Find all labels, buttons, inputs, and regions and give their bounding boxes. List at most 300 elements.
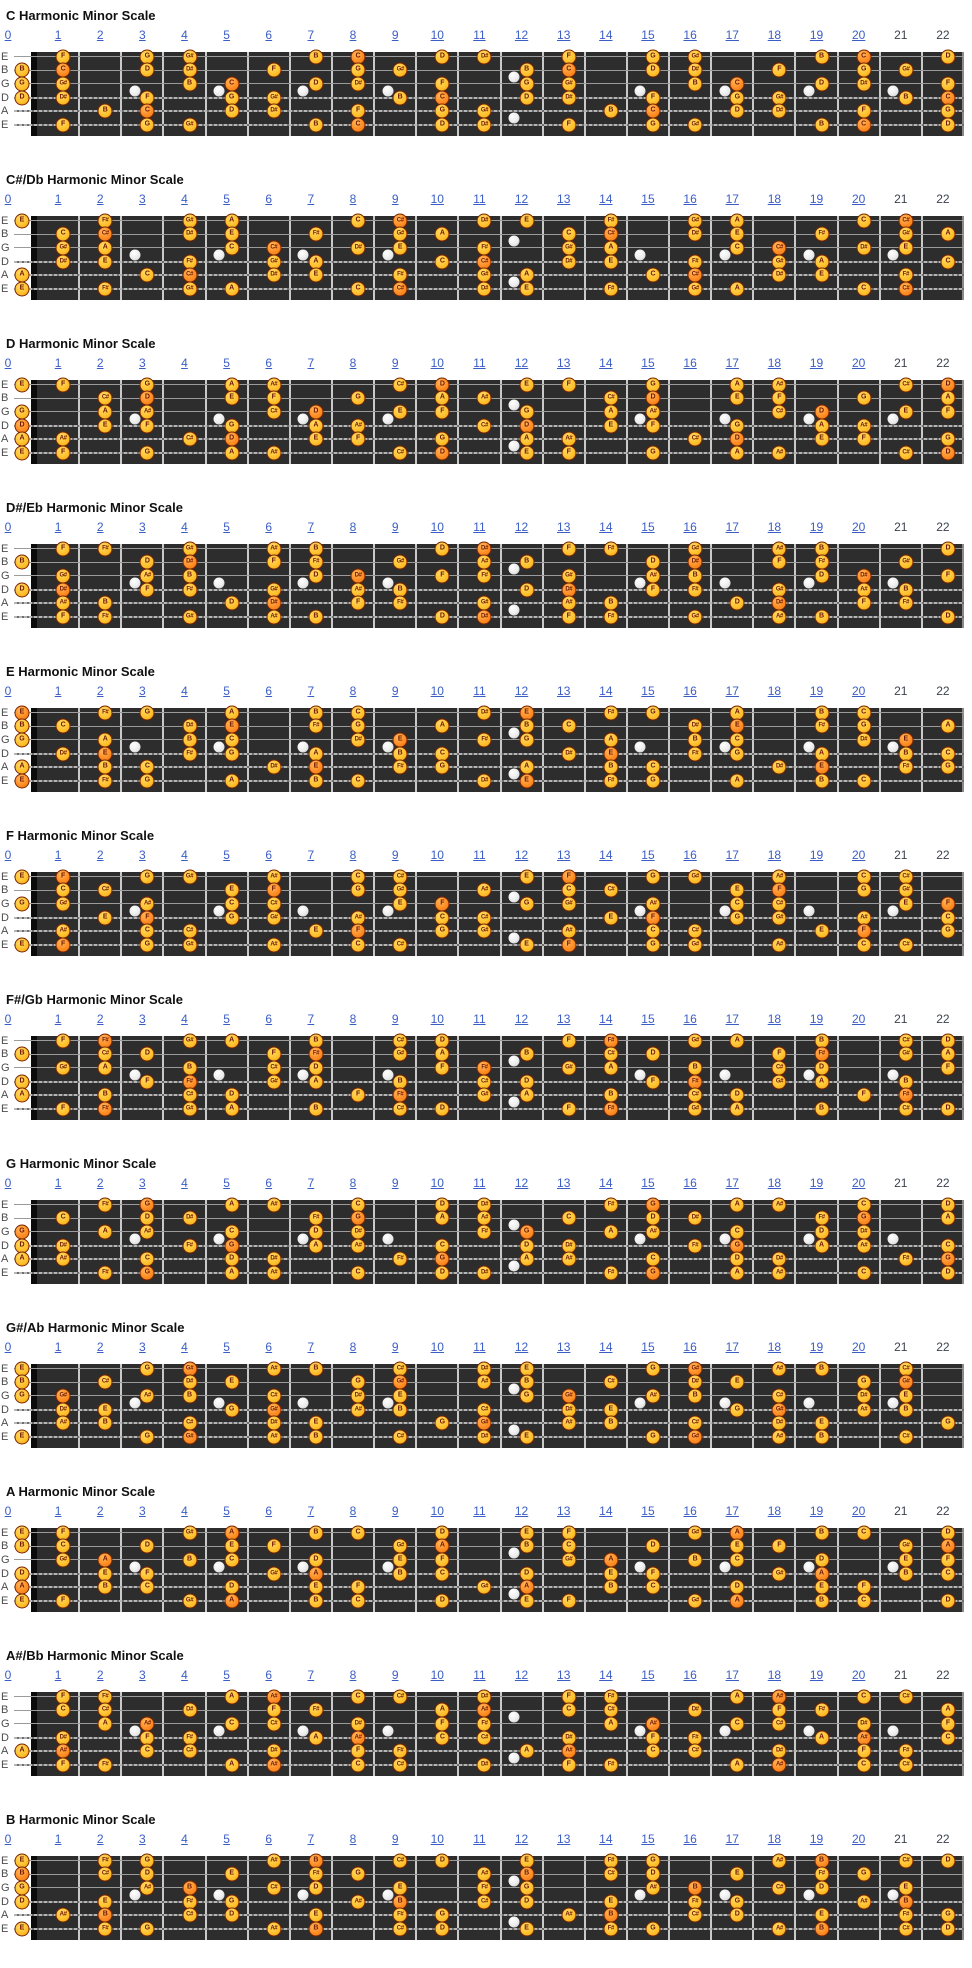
fret-number-link-14[interactable]: 14 — [599, 1340, 613, 1354]
fret-number-link-4[interactable]: 4 — [181, 1340, 188, 1354]
fret-number-link-10[interactable]: 10 — [430, 520, 444, 534]
fret-number-link-9[interactable]: 9 — [391, 1012, 399, 1026]
fret-number-link-20[interactable]: 20 — [851, 848, 866, 862]
fret-number-link-16[interactable]: 16 — [683, 1176, 697, 1190]
fret-number-link-19[interactable]: 19 — [809, 192, 824, 206]
fret-number-link-0[interactable]: 0 — [4, 520, 12, 534]
fret-number-link-3[interactable]: 3 — [138, 1176, 146, 1190]
fret-number-link-10[interactable]: 10 — [430, 848, 444, 862]
fret-number-link-19[interactable]: 19 — [809, 1504, 824, 1518]
fret-number-link-20[interactable]: 20 — [851, 1012, 866, 1026]
fret-number-link-15[interactable]: 15 — [641, 1176, 655, 1190]
fret-number-link-18[interactable]: 18 — [767, 192, 782, 206]
fret-number-link-2[interactable]: 2 — [96, 848, 104, 862]
fret-number-link-2[interactable]: 2 — [96, 1012, 104, 1026]
fret-number-link-12[interactable]: 12 — [514, 1504, 529, 1518]
fret-number-link-20[interactable]: 20 — [851, 356, 866, 370]
fret-number-link-1[interactable]: 1 — [54, 684, 62, 698]
fret-number-link-8[interactable]: 8 — [349, 684, 357, 698]
fret-number-link-11[interactable]: 11 — [473, 1668, 486, 1682]
note-dot: F — [56, 1758, 71, 1773]
fret-number-link-7[interactable]: 7 — [307, 28, 315, 42]
fret-number-link-10[interactable]: 10 — [430, 1176, 444, 1190]
fret-number-link-4[interactable]: 4 — [181, 1832, 188, 1846]
fret-number-link-0[interactable]: 0 — [4, 1176, 12, 1190]
fret-number-link-16[interactable]: 16 — [683, 1504, 697, 1518]
fret-number-link-9[interactable]: 9 — [391, 1668, 399, 1682]
fret-number-link-18[interactable]: 18 — [767, 520, 782, 534]
fret-number-link-15[interactable]: 15 — [641, 848, 655, 862]
fret-number-link-15[interactable]: 15 — [641, 1012, 655, 1026]
fret-number-link-16[interactable]: 16 — [683, 1012, 697, 1026]
fret-number-link-9[interactable]: 9 — [391, 520, 399, 534]
fret-number-link-8[interactable]: 8 — [349, 848, 357, 862]
fret-number-link-7[interactable]: 7 — [307, 1340, 315, 1354]
note-dot: F# — [393, 596, 408, 611]
fret-number-link-15[interactable]: 15 — [641, 1668, 655, 1682]
note-dot: C — [940, 1238, 955, 1253]
fret-number-link-12[interactable]: 12 — [514, 1832, 529, 1846]
note-dot: C# — [266, 1060, 281, 1075]
fret-number-link-16[interactable]: 16 — [683, 28, 697, 42]
fret-number-link-10[interactable]: 10 — [430, 192, 444, 206]
fret-number-link-2[interactable]: 2 — [96, 192, 104, 206]
fret-number-link-13[interactable]: 13 — [557, 192, 571, 206]
fret-number-link-13[interactable]: 13 — [557, 1504, 571, 1518]
note-dot: F# — [814, 1703, 829, 1718]
note-dot: F# — [98, 610, 113, 625]
fret-number-link-6[interactable]: 6 — [265, 684, 273, 698]
fret-number-link-20[interactable]: 20 — [851, 1340, 866, 1354]
fret-number-link-5[interactable]: 5 — [223, 1832, 230, 1846]
fret-number-link-9[interactable]: 9 — [391, 1504, 399, 1518]
fret-number-link-20[interactable]: 20 — [851, 192, 866, 206]
fret-number-link-11[interactable]: 11 — [473, 28, 486, 42]
fret-number-link-11[interactable]: 11 — [473, 684, 486, 698]
fret-number-link-5[interactable]: 5 — [223, 1012, 230, 1026]
fret-number-link-13[interactable]: 13 — [557, 28, 571, 42]
fret-number-link-0[interactable]: 0 — [4, 356, 12, 370]
fret-number-link-7[interactable]: 7 — [307, 1176, 315, 1190]
fret-number-link-4[interactable]: 4 — [181, 1012, 188, 1026]
fret-number-link-15[interactable]: 15 — [641, 684, 655, 698]
fret-number-link-1[interactable]: 1 — [54, 356, 62, 370]
fret-inlay-dot — [129, 85, 140, 96]
fret-number-link-12[interactable]: 12 — [514, 1012, 529, 1026]
fret-number-link-10[interactable]: 10 — [430, 28, 444, 42]
fret-number-link-1[interactable]: 1 — [54, 1832, 62, 1846]
fret-number-link-17[interactable]: 17 — [725, 1668, 739, 1682]
fret-number-link-10[interactable]: 10 — [430, 1504, 444, 1518]
fret-number-link-18[interactable]: 18 — [767, 848, 782, 862]
root-note-dot: F — [351, 924, 366, 939]
note-dot: C# — [688, 1416, 703, 1431]
fret-number-link-1[interactable]: 1 — [54, 1668, 62, 1682]
fret-number-link-3[interactable]: 3 — [138, 684, 146, 698]
fret-number-link-2[interactable]: 2 — [96, 28, 104, 42]
fret-number-link-1[interactable]: 1 — [54, 28, 62, 42]
fret-number-link-2[interactable]: 2 — [96, 1504, 104, 1518]
note-dot: D# — [266, 268, 281, 283]
fret-number-link-0[interactable]: 0 — [4, 1668, 12, 1682]
fret-number-link-5[interactable]: 5 — [223, 684, 230, 698]
fret-number-link-4[interactable]: 4 — [181, 1504, 188, 1518]
fret-inlay-dot — [888, 1561, 899, 1572]
fret-number-link-5[interactable]: 5 — [223, 192, 230, 206]
fret-number-link-12[interactable]: 12 — [514, 1668, 529, 1682]
fret-number-link-1[interactable]: 1 — [54, 192, 62, 206]
fret-number-link-0[interactable]: 0 — [4, 1012, 12, 1026]
fret-number-link-2[interactable]: 2 — [96, 1340, 104, 1354]
fret-number-link-18[interactable]: 18 — [767, 684, 782, 698]
open-note-dot: A — [15, 760, 30, 775]
fret-number-link-4[interactable]: 4 — [181, 1668, 188, 1682]
fret-number-link-20[interactable]: 20 — [851, 1668, 866, 1682]
fret-number-link-7[interactable]: 7 — [307, 1832, 315, 1846]
fret-number-link-12[interactable]: 12 — [514, 1176, 529, 1190]
fret-number-link-8[interactable]: 8 — [349, 28, 357, 42]
fret-number-link-9[interactable]: 9 — [391, 848, 399, 862]
fret-number-link-10[interactable]: 10 — [430, 1832, 444, 1846]
fret-number-link-6[interactable]: 6 — [265, 1504, 273, 1518]
fret-number-link-11[interactable]: 11 — [473, 1340, 486, 1354]
fret-number-link-19[interactable]: 19 — [809, 1832, 824, 1846]
fret-number-link-13[interactable]: 13 — [557, 1832, 571, 1846]
fret-number-link-18[interactable]: 18 — [767, 1504, 782, 1518]
note-dot: C — [856, 1689, 871, 1704]
fret-number-link-5[interactable]: 5 — [223, 356, 230, 370]
fret-number-link-16[interactable]: 16 — [683, 192, 697, 206]
fret-number-link-14[interactable]: 14 — [599, 356, 613, 370]
note-dot: E — [898, 1880, 913, 1895]
note-dot: A — [940, 1211, 955, 1226]
note-dot: G# — [772, 1074, 787, 1089]
fret-number-link-4[interactable]: 4 — [181, 848, 188, 862]
fret-number-link-12[interactable]: 12 — [514, 1340, 529, 1354]
fret-number-link-19[interactable]: 19 — [809, 1340, 824, 1354]
fret-number-link-8[interactable]: 8 — [349, 1832, 357, 1846]
fret-number-link-1[interactable]: 1 — [54, 520, 62, 534]
fret-number-link-7[interactable]: 7 — [307, 356, 315, 370]
fret-number-link-13[interactable]: 13 — [557, 1668, 571, 1682]
note-dot: D# — [772, 104, 787, 119]
fret-number-link-6[interactable]: 6 — [265, 1668, 273, 1682]
fret-number-link-5[interactable]: 5 — [223, 28, 230, 42]
scale-title: F Harmonic Minor Scale — [6, 828, 155, 843]
note-dot: F# — [603, 1922, 618, 1937]
fret-number-link-16[interactable]: 16 — [683, 848, 697, 862]
fret-number-link-2[interactable]: 2 — [96, 520, 104, 534]
fret-number-link-14[interactable]: 14 — [599, 520, 613, 534]
fret-number-link-19[interactable]: 19 — [809, 28, 824, 42]
fret-number-link-13[interactable]: 13 — [557, 520, 571, 534]
fret-number-link-12[interactable]: 12 — [514, 28, 529, 42]
fret-number-link-3[interactable]: 3 — [138, 1668, 146, 1682]
fret-number-link-19[interactable]: 19 — [809, 1176, 824, 1190]
fret-number-link-6[interactable]: 6 — [265, 1340, 273, 1354]
string-label: E — [1, 1267, 9, 1279]
fret-number-link-10[interactable]: 10 — [430, 1668, 444, 1682]
fret-number-link-16[interactable]: 16 — [683, 1340, 697, 1354]
fret-number-link-7[interactable]: 7 — [307, 684, 315, 698]
note-dot: F — [435, 1552, 450, 1567]
fret-number-link-16[interactable]: 16 — [683, 1832, 697, 1846]
fret-number-link-9[interactable]: 9 — [391, 356, 399, 370]
fret-inlay-dot — [508, 400, 519, 411]
fret-number-link-0[interactable]: 0 — [4, 1340, 12, 1354]
fret-number-link-2[interactable]: 2 — [96, 684, 104, 698]
fret-number-link-8[interactable]: 8 — [349, 1668, 357, 1682]
note-dot: D — [308, 568, 323, 583]
fret-number-link-9[interactable]: 9 — [391, 192, 399, 206]
fret-number-link-20[interactable]: 20 — [851, 520, 866, 534]
fret-number-link-6[interactable]: 6 — [265, 28, 273, 42]
fret-number-link-4[interactable]: 4 — [181, 1176, 188, 1190]
fret-number-link-7[interactable]: 7 — [307, 1012, 315, 1026]
fret-number-link-3[interactable]: 3 — [138, 1504, 146, 1518]
fret-number-link-19[interactable]: 19 — [809, 1668, 824, 1682]
root-note-dot: C — [856, 118, 871, 133]
fret-number-link-1[interactable]: 1 — [54, 1012, 62, 1026]
fret-number-link-17[interactable]: 17 — [725, 848, 739, 862]
fret-number-link-19[interactable]: 19 — [809, 520, 824, 534]
fret-number-link-11[interactable]: 11 — [473, 520, 486, 534]
fret-number-link-10[interactable]: 10 — [430, 1012, 444, 1026]
fret-inlay-dot — [719, 413, 730, 424]
fret-number-link-8[interactable]: 8 — [349, 1504, 357, 1518]
fret-number-link-5[interactable]: 5 — [223, 1176, 230, 1190]
fret-number-link-3[interactable]: 3 — [138, 848, 146, 862]
root-note-dot: A — [730, 1525, 745, 1540]
fret-number-link-8[interactable]: 8 — [349, 1012, 357, 1026]
fret-number-link-8[interactable]: 8 — [349, 1340, 357, 1354]
fret-number-link-17[interactable]: 17 — [725, 28, 739, 42]
fret-number-link-7[interactable]: 7 — [307, 848, 315, 862]
fret-number-link-13[interactable]: 13 — [557, 684, 571, 698]
fret-number-link-6[interactable]: 6 — [265, 192, 273, 206]
note-dot: A# — [266, 610, 281, 625]
fret-number-link-7[interactable]: 7 — [307, 520, 315, 534]
fret-number-link-16[interactable]: 16 — [683, 684, 697, 698]
fret-number-link-6[interactable]: 6 — [265, 520, 273, 534]
fret-number-link-20[interactable]: 20 — [851, 28, 866, 42]
fret-number-link-6[interactable]: 6 — [265, 1012, 273, 1026]
fret-number-link-18[interactable]: 18 — [767, 1832, 782, 1846]
fret-number-link-9[interactable]: 9 — [391, 684, 399, 698]
fret-number-link-9[interactable]: 9 — [391, 1340, 399, 1354]
fret-number-link-1[interactable]: 1 — [54, 848, 62, 862]
fret-number-link-14[interactable]: 14 — [599, 1504, 613, 1518]
string-label: E — [1, 1431, 9, 1443]
fret-number-link-1[interactable]: 1 — [54, 1340, 62, 1354]
fret-number-link-10[interactable]: 10 — [430, 1340, 444, 1354]
fret-number-link-19[interactable]: 19 — [809, 684, 824, 698]
fret-number-link-0[interactable]: 0 — [4, 848, 12, 862]
note-dot: A — [940, 227, 955, 242]
note-dot: D# — [561, 1730, 576, 1745]
fret-number-link-18[interactable]: 18 — [767, 1668, 782, 1682]
fret-number-link-10[interactable]: 10 — [430, 356, 444, 370]
fret-number-link-18[interactable]: 18 — [767, 1176, 782, 1190]
fret-number-link-16[interactable]: 16 — [683, 1668, 697, 1682]
fret-number-link-7[interactable]: 7 — [307, 1668, 315, 1682]
fret-number-link-2[interactable]: 2 — [96, 1832, 104, 1846]
fret-number-link-17[interactable]: 17 — [725, 1340, 739, 1354]
note-dot: C — [940, 1566, 955, 1581]
fret-number-link-20[interactable]: 20 — [851, 1504, 866, 1518]
fret-number-link-0[interactable]: 0 — [4, 1504, 12, 1518]
fret-number-link-5[interactable]: 5 — [223, 520, 230, 534]
fret-number-link-14[interactable]: 14 — [599, 192, 613, 206]
fret-number-link-15[interactable]: 15 — [641, 1340, 655, 1354]
fret-number-link-4[interactable]: 4 — [181, 192, 188, 206]
fret-number-link-14[interactable]: 14 — [599, 1668, 613, 1682]
fret-number-link-17[interactable]: 17 — [725, 192, 739, 206]
fret-number-link-7[interactable]: 7 — [307, 1504, 315, 1518]
note-dot: D# — [477, 1758, 492, 1773]
fret-number-link-0[interactable]: 0 — [4, 1832, 12, 1846]
fret-number-link-5[interactable]: 5 — [223, 1668, 230, 1682]
fret-number-link-12[interactable]: 12 — [514, 684, 529, 698]
fret-number-link-13[interactable]: 13 — [557, 356, 571, 370]
fret-number-link-11[interactable]: 11 — [473, 1832, 486, 1846]
fret-number-link-15[interactable]: 15 — [641, 192, 655, 206]
fret-number-link-11[interactable]: 11 — [473, 1176, 486, 1190]
fret-number-link-5[interactable]: 5 — [223, 1504, 230, 1518]
fret-number-link-4[interactable]: 4 — [181, 356, 188, 370]
fret-number-link-3[interactable]: 3 — [138, 28, 146, 42]
fret-number-link-14[interactable]: 14 — [599, 28, 613, 42]
fret-number-link-8[interactable]: 8 — [349, 520, 357, 534]
fret-number-link-17[interactable]: 17 — [725, 684, 739, 698]
fret-number-link-9[interactable]: 9 — [391, 28, 399, 42]
note-dot: D — [730, 104, 745, 119]
fret-number-link-4[interactable]: 4 — [181, 28, 188, 42]
note-dot: F — [561, 118, 576, 133]
fret-number-link-11[interactable]: 11 — [473, 848, 486, 862]
fret-number-link-12[interactable]: 12 — [514, 520, 529, 534]
fret-number-link-3[interactable]: 3 — [138, 192, 146, 206]
fret-number-link-17[interactable]: 17 — [725, 1832, 739, 1846]
fret-number-link-13[interactable]: 13 — [557, 1340, 571, 1354]
fret-number-link-20[interactable]: 20 — [851, 1832, 866, 1846]
fret-number-link-3[interactable]: 3 — [138, 1340, 146, 1354]
fret-number-link-11[interactable]: 11 — [473, 356, 486, 370]
fret-number-link-0[interactable]: 0 — [4, 192, 12, 206]
fret-number-link-13[interactable]: 13 — [557, 1176, 571, 1190]
note-dot: G# — [477, 1580, 492, 1595]
fret-number-link-14[interactable]: 14 — [599, 848, 613, 862]
fret-number-link-3[interactable]: 3 — [138, 520, 146, 534]
fret-number-link-20[interactable]: 20 — [851, 684, 866, 698]
fret-number-link-6[interactable]: 6 — [265, 1832, 273, 1846]
note-dot: G# — [688, 610, 703, 625]
fret-number-link-11[interactable]: 11 — [473, 1504, 486, 1518]
fret-number-link-8[interactable]: 8 — [349, 356, 357, 370]
fret-number-link-18[interactable]: 18 — [767, 356, 782, 370]
fret-number-link-14[interactable]: 14 — [599, 1832, 613, 1846]
fret-number-link-19[interactable]: 19 — [809, 848, 824, 862]
fret-number-link-3[interactable]: 3 — [138, 1012, 146, 1026]
fret-number-link-4[interactable]: 4 — [181, 520, 188, 534]
fret-number-link-15[interactable]: 15 — [641, 520, 655, 534]
fret-number-link-9[interactable]: 9 — [391, 1176, 399, 1190]
fret-number-link-2[interactable]: 2 — [96, 1176, 104, 1190]
fret-number-link-19[interactable]: 19 — [809, 1012, 824, 1026]
fret-number-link-12[interactable]: 12 — [514, 848, 529, 862]
note-dot: B — [98, 104, 113, 119]
fret-number-link-15[interactable]: 15 — [641, 356, 655, 370]
fret-number-link-19[interactable]: 19 — [809, 356, 824, 370]
fret-number-link-2[interactable]: 2 — [96, 1668, 104, 1682]
fret-number-link-16[interactable]: 16 — [683, 520, 697, 534]
root-note-dot: C# — [393, 213, 408, 228]
fret-number-link-15[interactable]: 15 — [641, 1504, 655, 1518]
fret-number-link-10[interactable]: 10 — [430, 684, 444, 698]
fret-number-link-6[interactable]: 6 — [265, 1176, 273, 1190]
fret-number-link-5[interactable]: 5 — [223, 848, 230, 862]
note-dot: G# — [56, 896, 71, 911]
fret-number-link-0[interactable]: 0 — [4, 684, 12, 698]
fret-number-link-18[interactable]: 18 — [767, 28, 782, 42]
note-dot: G# — [898, 227, 913, 242]
fret-number-link-8[interactable]: 8 — [349, 192, 357, 206]
fret-number-link-5[interactable]: 5 — [223, 1340, 230, 1354]
fret-number-link-8[interactable]: 8 — [349, 1176, 357, 1190]
fret-number-link-1[interactable]: 1 — [54, 1176, 62, 1190]
fret-number-link-7[interactable]: 7 — [307, 192, 315, 206]
fret-number-link-17[interactable]: 17 — [725, 1504, 739, 1518]
fret-number-link-12[interactable]: 12 — [514, 192, 529, 206]
fret-number-link-6[interactable]: 6 — [265, 848, 273, 862]
fret-number-link-4[interactable]: 4 — [181, 684, 188, 698]
fret-number-link-11[interactable]: 11 — [473, 1012, 486, 1026]
fret-number-link-15[interactable]: 15 — [641, 28, 655, 42]
fret-number-link-11[interactable]: 11 — [473, 192, 486, 206]
note-dot: E — [393, 404, 408, 419]
fret-number-link-9[interactable]: 9 — [391, 1832, 399, 1846]
fret-number-link-14[interactable]: 14 — [599, 684, 613, 698]
fret-number-link-1[interactable]: 1 — [54, 1504, 62, 1518]
fret-number-link-6[interactable]: 6 — [265, 356, 273, 370]
fret-number-link-0[interactable]: 0 — [4, 28, 12, 42]
fret-number-link-17[interactable]: 17 — [725, 1176, 739, 1190]
fret-number-22: 22 — [936, 848, 950, 862]
fret-number-link-16[interactable]: 16 — [683, 356, 697, 370]
fret-number-link-3[interactable]: 3 — [138, 1832, 146, 1846]
fret-number-link-12[interactable]: 12 — [514, 356, 529, 370]
note-dot: C# — [898, 869, 913, 884]
fret-number-link-18[interactable]: 18 — [767, 1012, 782, 1026]
fret-number-link-17[interactable]: 17 — [725, 520, 739, 534]
fret-number-link-2[interactable]: 2 — [96, 356, 104, 370]
fret-number-link-3[interactable]: 3 — [138, 356, 146, 370]
fret-number-link-13[interactable]: 13 — [557, 1012, 571, 1026]
fret-number-link-14[interactable]: 14 — [599, 1176, 613, 1190]
fret-number-link-17[interactable]: 17 — [725, 356, 739, 370]
fret-number-link-15[interactable]: 15 — [641, 1832, 655, 1846]
fret-number-link-13[interactable]: 13 — [557, 848, 571, 862]
string-label: B — [1, 228, 9, 241]
note-dot: G — [519, 732, 534, 747]
fret-number-link-20[interactable]: 20 — [851, 1176, 866, 1190]
fret-number-link-17[interactable]: 17 — [725, 1012, 739, 1026]
fret-number-link-18[interactable]: 18 — [767, 1340, 782, 1354]
string-label: E — [1, 1526, 9, 1539]
fret-number-link-14[interactable]: 14 — [599, 1012, 613, 1026]
note-dot: D# — [477, 1197, 492, 1212]
note-dot: D# — [56, 1238, 71, 1253]
